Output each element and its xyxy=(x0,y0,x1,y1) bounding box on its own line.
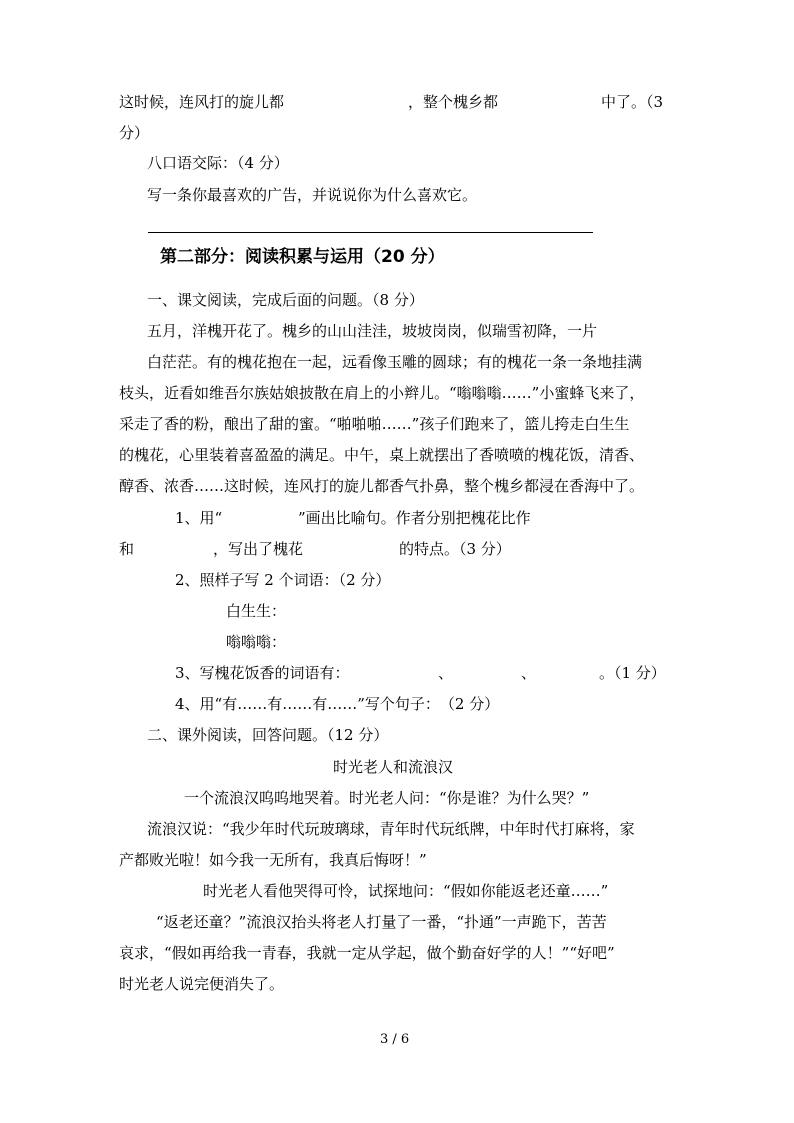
page-number: 3 / 6 xyxy=(380,1032,410,1047)
section2-title: 二、课外阅读，回答问题。（12 分） xyxy=(147,726,389,744)
question-1-part-b: ”画出比喻句。作者分别把槐花比作 xyxy=(298,509,531,527)
oral-title: 八口语交际：（4 分） xyxy=(147,154,289,172)
story-line-6: 哀求，“假如再给我一青春，我就一定从学起，做个勤奋好学的人！”“好吧” xyxy=(119,944,615,962)
passage-line-3: 枝头，近看如维吾尔族姑娘披散在肩上的小辫儿。“嗡嗡嗡……”小蜜蜂飞来了， xyxy=(119,384,645,402)
passage-line-4: 采走了香的粉，酿出了甜的蜜。“啪啪啪……”孩子们跑来了，篮儿挎走白生生 xyxy=(119,415,630,433)
line-1c: 中了。（3 xyxy=(601,93,664,111)
passage-line-1: 五月，洋槐开花了。槐乡的山山洼洼，坡坡岗岗，似瑞雪初降，一片 xyxy=(147,322,598,340)
story-line-7: 时光老人说完便消失了。 xyxy=(119,975,285,993)
passage-line-6: 醇香、浓香……这时候，连风打的旋儿都香气扑鼻，整个槐乡都浸在香海中了。 xyxy=(119,477,645,495)
story-line-2: 流浪汉说：“我少年时代玩玻璃球，青年时代玩纸牌，中年时代打麻将，家 xyxy=(147,820,635,838)
passage-line-2: 白茫茫。有的槐花抱在一起，远看像玉雕的圆球；有的槐花一条一条地挂满 xyxy=(147,353,643,371)
question-3-part-d: 。（1 分） xyxy=(599,664,666,682)
part2-heading: 第二部分：阅读积累与运用（20 分） xyxy=(160,247,445,267)
story-title: 时光老人和流浪汉 xyxy=(333,758,454,776)
line-2: 分） xyxy=(119,124,150,142)
story-line-1: 一个流浪汉呜呜地哭着。时光老人问：“你是谁？为什么哭？” xyxy=(184,789,590,807)
line-1a: 这时候，连风打的旋儿都 xyxy=(119,93,285,111)
story-line-4: 时光老人看他哭得可怜，试探地问：“假如你能返老还童……” xyxy=(203,882,609,900)
question-3-part-c: 、 xyxy=(521,664,537,682)
question-1-part-d: ，写出了槐花 xyxy=(213,540,304,558)
question-2-example-a: 白生生： xyxy=(226,602,287,620)
section1-title: 一、课文阅读，完成后面的问题。（8 分） xyxy=(147,291,424,309)
question-3-part-a: 3、写槐花饭香的词语有： xyxy=(175,664,350,682)
story-line-3: 产都败光啦！如今我一无所有，我真后悔呀！” xyxy=(119,851,427,869)
question-3-part-b: 、 xyxy=(438,664,454,682)
question-2-example-b: 嗡嗡嗡： xyxy=(226,633,287,651)
passage-line-5: 的槐花，心里装着喜盈盈的满足。中午，桌上就摆出了香喷喷的槐花饭，清香、 xyxy=(119,446,645,464)
question-1-part-c: 和 xyxy=(119,540,135,558)
question-2: 2、照样子写 2 个词语：（2 分） xyxy=(175,571,391,589)
question-1-part-e: 的特点。（3 分） xyxy=(399,540,511,558)
question-1-part-a: 1、用“ xyxy=(175,509,223,527)
oral-task: 写一条你最喜欢的广告，并说说你为什么喜欢它。 xyxy=(147,186,478,204)
answer-line xyxy=(148,232,593,233)
story-line-5: “返老还童？”流浪汉抬头将老人打量了一番，“扑通”一声跪下，苦苦 xyxy=(156,913,607,931)
line-1b: ，整个槐乡都 xyxy=(408,93,499,111)
question-4: 4、用“有……有……有……”写个句子： （2 分） xyxy=(175,695,500,713)
